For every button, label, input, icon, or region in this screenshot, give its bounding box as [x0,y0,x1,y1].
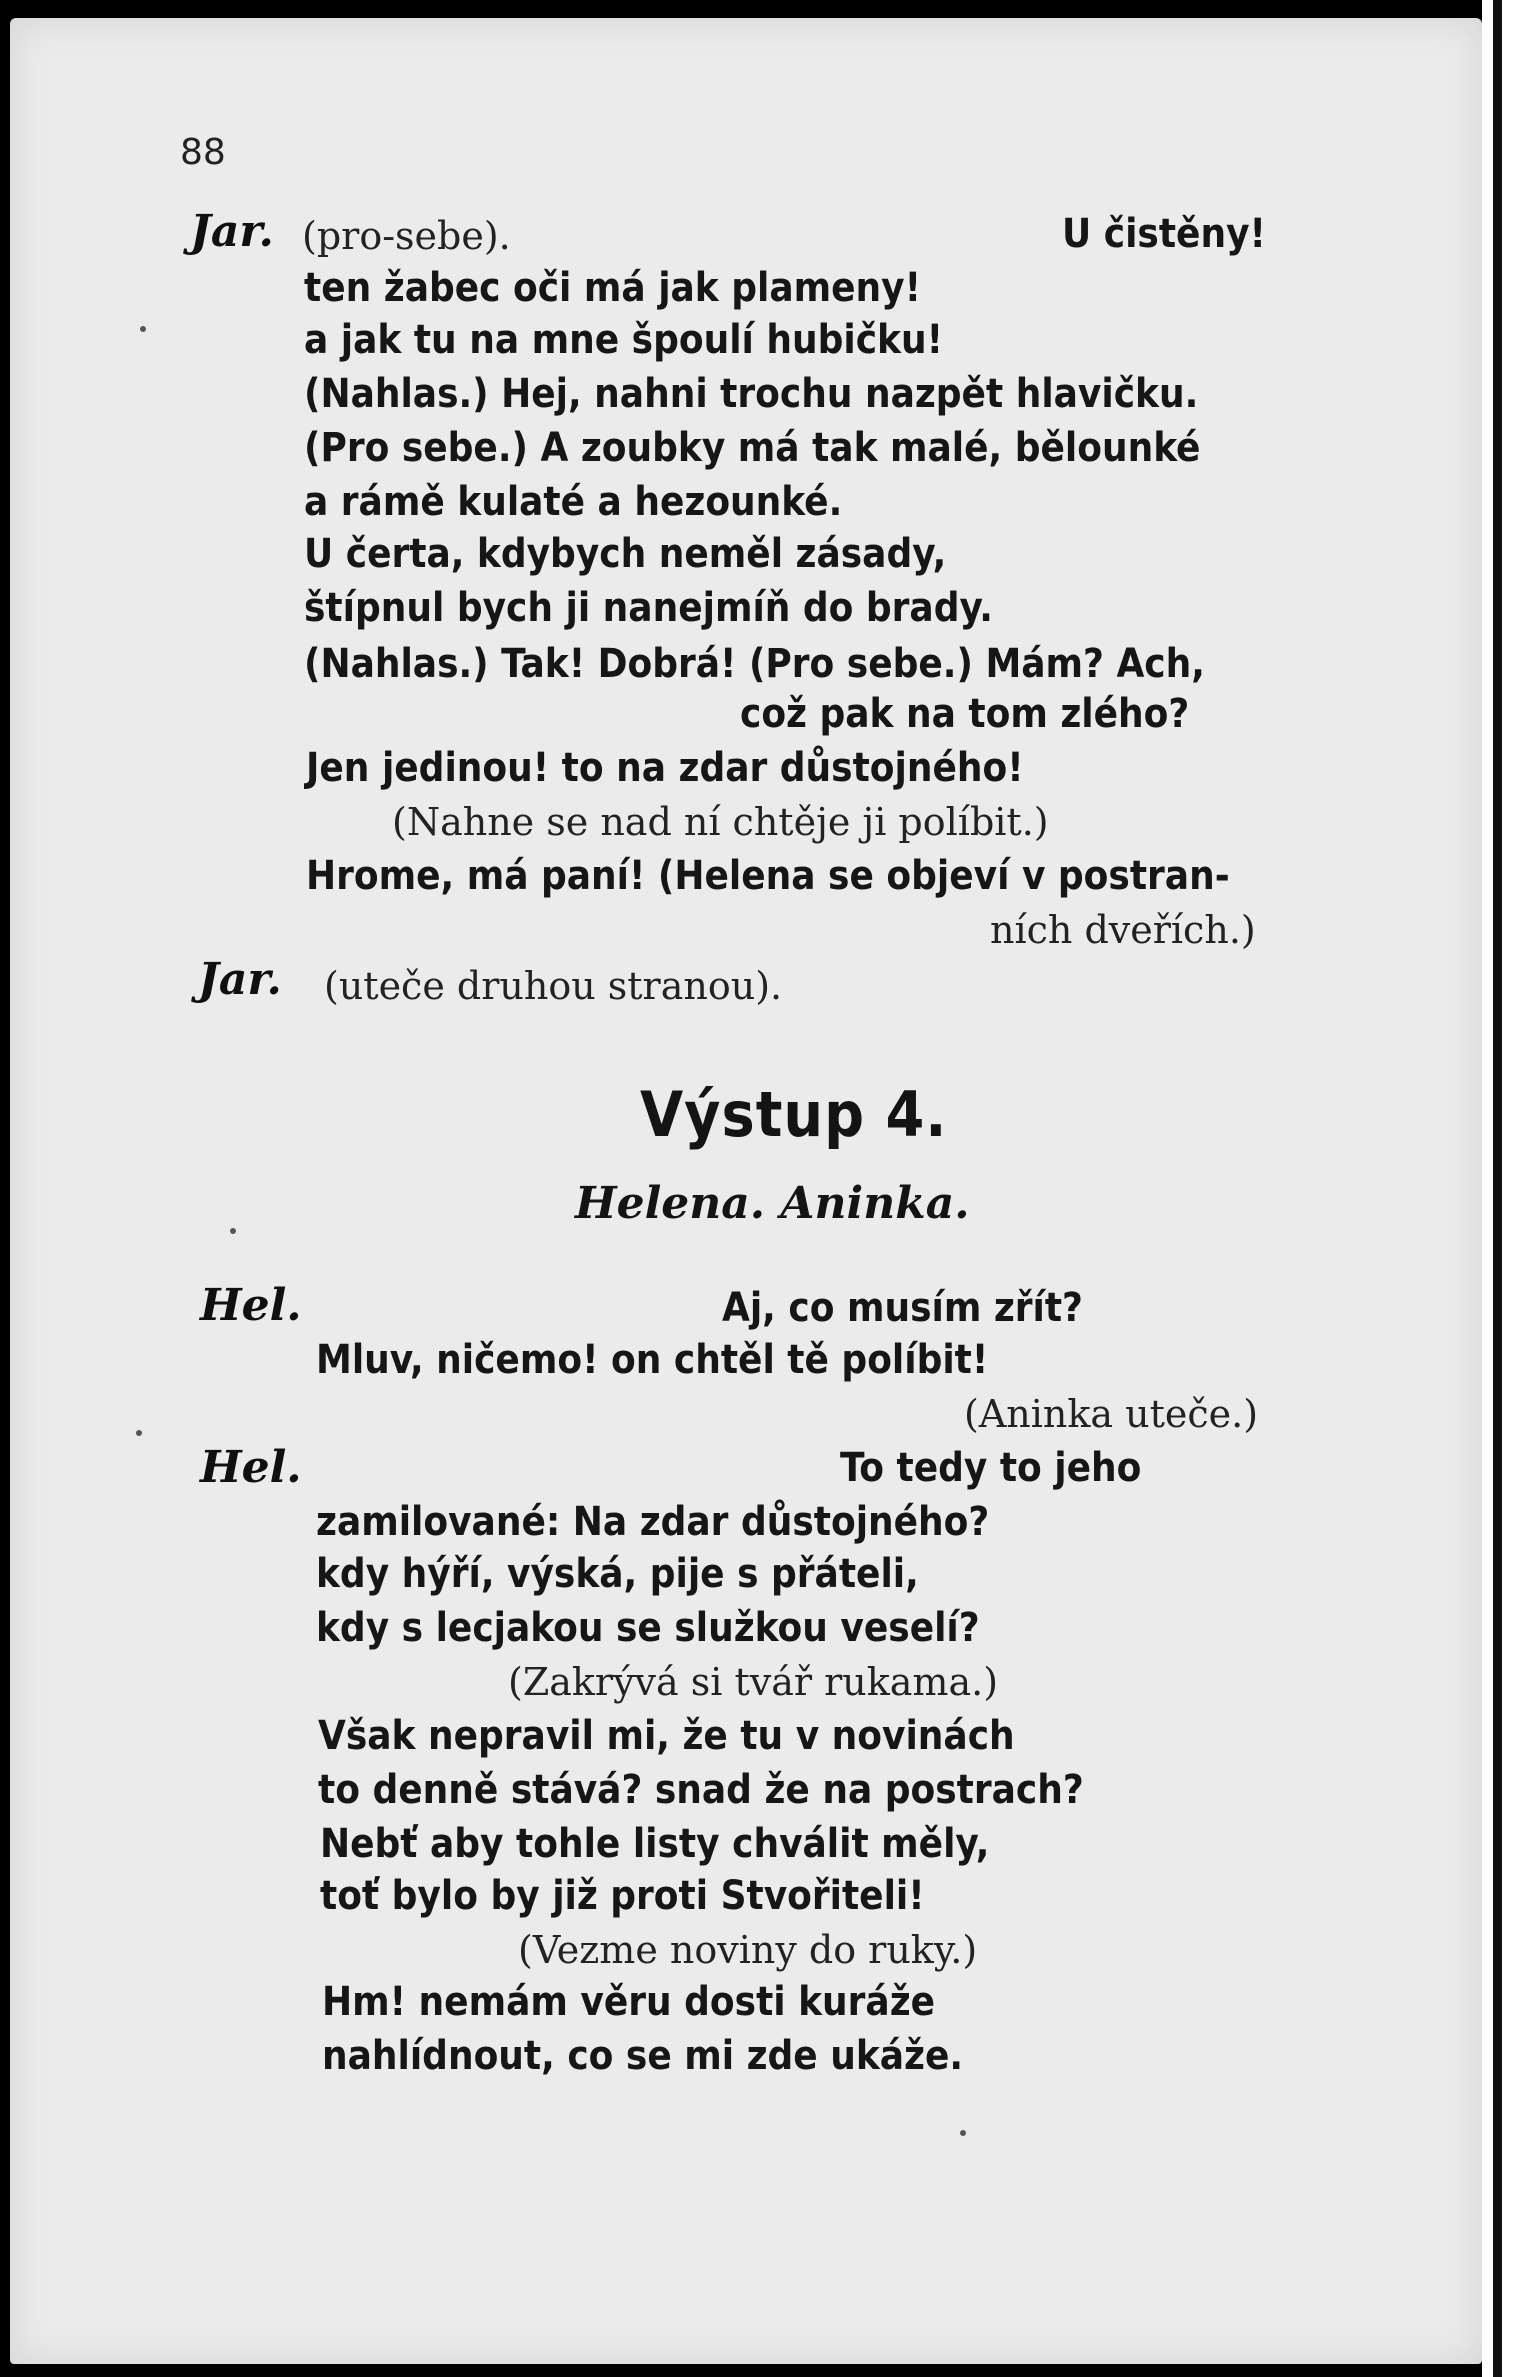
verse-line: Však nepravil mi, že tu v novinách [318,1713,1015,1759]
verse-line: Aj, co musím zřít? [722,1285,1083,1331]
verse-line: zamilované: Na zdar důstojného? [316,1499,990,1545]
verse-line: Mluv, ničemo! on chtěl tě políbit! [316,1337,989,1383]
speaker-label: Jar. [190,206,274,257]
verse-line: a rámě kulaté a hezounké. [304,479,843,525]
speaker-label: Jar. [198,954,282,1005]
book-binding-edge [1493,0,1502,2377]
verse-line: kdy hýří, výská, pije s přáteli, [316,1551,919,1597]
verse-line: ten žabec oči má jak plameny! [304,265,922,311]
verse-line: nahlídnout, co se mi zde ukáže. [322,2033,964,2079]
scan-speck [136,1430,142,1436]
verse-line: Jen jedinou! to na zdar důstojného! [306,745,1024,791]
verse-line: (Nahlas.) Tak! Dobrá! (Pro sebe.) Mám? Ach, [304,641,1205,687]
scan-speck [960,2130,966,2136]
verse-line: a jak tu na mne špoulí hubičku! [304,317,944,363]
stage-direction: ních dveřích.) [990,908,1256,952]
verse-line: (Pro sebe.) A zoubky má tak malé, bělounké [304,425,1201,471]
scene-heading: Výstup 4. [640,1078,948,1151]
stage-direction: (Nahne se nad ní chtěje ji políbit.) [392,800,1049,844]
verse-line: U čerta, kdybych neměl zásady, [304,531,947,577]
verse-line: toť bylo by již proti Stvořiteli! [320,1873,925,1919]
verse-line: To tedy to jeho [840,1445,1142,1491]
stage-direction: (pro-sebe). [302,214,511,258]
page-number: 88 [180,132,226,173]
stage-direction: (Vezme noviny do ruky.) [518,1928,978,1972]
scan-speck [140,326,146,332]
stage-direction: (Zakrývá si tvář rukama.) [508,1660,999,1704]
verse-line: což pak na tom zlého? [740,691,1190,737]
verse-line: to denně stává? snad že na postrach? [318,1767,1084,1813]
adjacent-page-edge [1482,0,1529,2377]
verse-line: štípnul bych ji nanejmíň do brady. [304,585,993,631]
verse-line: Hrome, má paní! (Helena se objeví v postran- [306,853,1230,899]
verse-line: (Nahlas.) Hej, nahni trochu nazpět hlavičku. [304,371,1199,417]
scan-speck [230,1228,236,1234]
speaker-label: Hel. [200,1442,302,1493]
verse-line: kdy s lecjakou se služkou veselí? [316,1605,980,1651]
verse-line: U čistěny! [1062,211,1266,257]
scene-characters: Helena. Aninka. [575,1178,970,1229]
stage-direction: (Aninka uteče.) [964,1392,1259,1436]
stage-direction: (uteče druhou stranou). [324,964,783,1008]
speaker-label: Hel. [200,1280,302,1331]
verse-line: Hm! nemám věru dosti kuráže [322,1979,936,2025]
verse-line: Nebť aby tohle listy chválit měly, [320,1821,990,1867]
